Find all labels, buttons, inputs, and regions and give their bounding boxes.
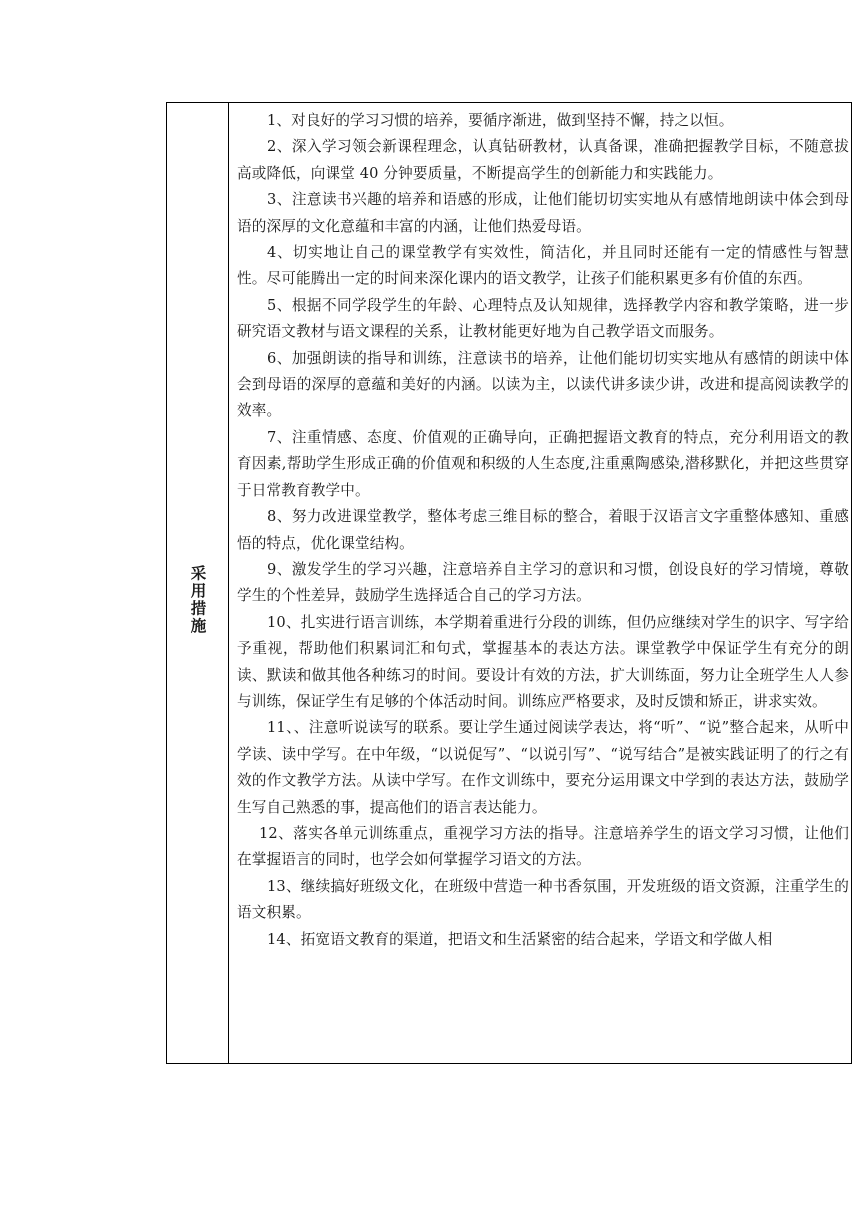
- section-label: 采用措施: [188, 565, 207, 635]
- measures-table: [166, 102, 852, 1064]
- measure-item-1: 1、对良好的学习习惯的培养，要循序渐进，做到坚持不懈，持之以恒。: [267, 112, 734, 129]
- measures-content-cell: [229, 103, 851, 1063]
- section-label-cell: [167, 103, 229, 1063]
- measure-item-12: 12、落实各单元训练重点，重视学习方法的指导。注意培养学生的语文学习习惯，让他们在掌握语言的同时，也学会如何掌握学习语文的方法。: [237, 824, 849, 869]
- measure-item-7: 7、注重情感、态度、价值观的正确导向，正确把握语文教育的特点，充分利用语文的教育因素,帮助学生形成正确的价值观和积级的人生态度,注重熏陶感染,潜移默化，并把这些贯穿于日常教育教学中。: [237, 428, 849, 499]
- measure-item-5: 5、根据不同学段学生的年龄、心理特点及认知规律，选择教学内容和教学策略，进一步研究语文教材与语文课程的关系，让教材能更好地为自己教学语文而服务。: [237, 296, 849, 341]
- measure-item-11: 11、、注意听说读写的联系。要让学生通过阅读学表达，将“听”、“说”整合起来，从听中学读、读中学写。在中年级，“以说促写”、“以说引写”、“说写结合”是被实践证明了的行之有效的作文教学方法。从读中学写。在作文训练中，要充分运用课文中学到的表达方法，鼓励学生写自己熟悉的事，提高他们的语言表达能力。: [237, 719, 849, 816]
- measure-item-8: 8、努力改进课堂教学，整体考虑三维目标的整合，着眼于汉语言文字重整体感知、重感悟的特点，优化课堂结构。: [237, 508, 849, 552]
- measure-item-2: 2、深入学习领会新课程理念，认真钻研教材，认真备课，准确把握教学目标，不随意拔高或降低，向课堂 40 分钟要质量，不断提高学生的创新能力和实践能力。: [237, 138, 849, 182]
- measure-item-9: 9、激发学生的学习兴趣，注意培养自主学习的意识和习惯，创设良好的学习情境，尊敬学生的个性差异，鼓励学生选择适合自己的学习方法。: [237, 560, 849, 605]
- measure-item-3: 3、注意读书兴趣的培养和语感的形成，让他们能切切实实地从有感情地朗读中体会到母语的深厚的文化意蕴和丰富的内涵，让他们热爱母语。: [237, 191, 849, 235]
- measure-item-6: 6、加强朗读的指导和训练，注意读书的培养，让他们能切切实实地从有感情的朗读中体会到母语的深厚的意蕴和美好的内涵。以读为主，以读代讲多读少讲，改进和提高阅读教学的效率。: [237, 349, 849, 420]
- measure-item-13: 13、继续搞好班级文化，在班级中营造一种书香氛围，开发班级的语文资源，注重学生的语文积累。: [237, 877, 849, 922]
- measure-item-14: 14、拓宽语文教育的渠道，把语文和生活紧密的结合起来，学语文和学做人相: [267, 930, 773, 948]
- measure-item-10: 10、扎实进行语言训练，本学期着重进行分段的训练，但仍应继续对学生的识字、写字给予重视，帮助他们积累词汇和句式，掌握基本的表达方法。课堂教学中保证学生有充分的朗读、默读和做其他各种练习的时间。要设计有效的方法，扩大训练面，努力让全班学生人人参与训练，保证学生有足够的个体活动时间。训练应严格要求，及时反馈和矫正，讲求实效。: [237, 613, 849, 710]
- measure-item-4: 4、切实地让自己的课堂教学有实效性，简洁化，并且同时还能有一定的情感性与智慧性。尽可能腾出一定的时间来深化课内的语文教学，让孩子们能积累更多有价值的东西。: [237, 244, 849, 288]
